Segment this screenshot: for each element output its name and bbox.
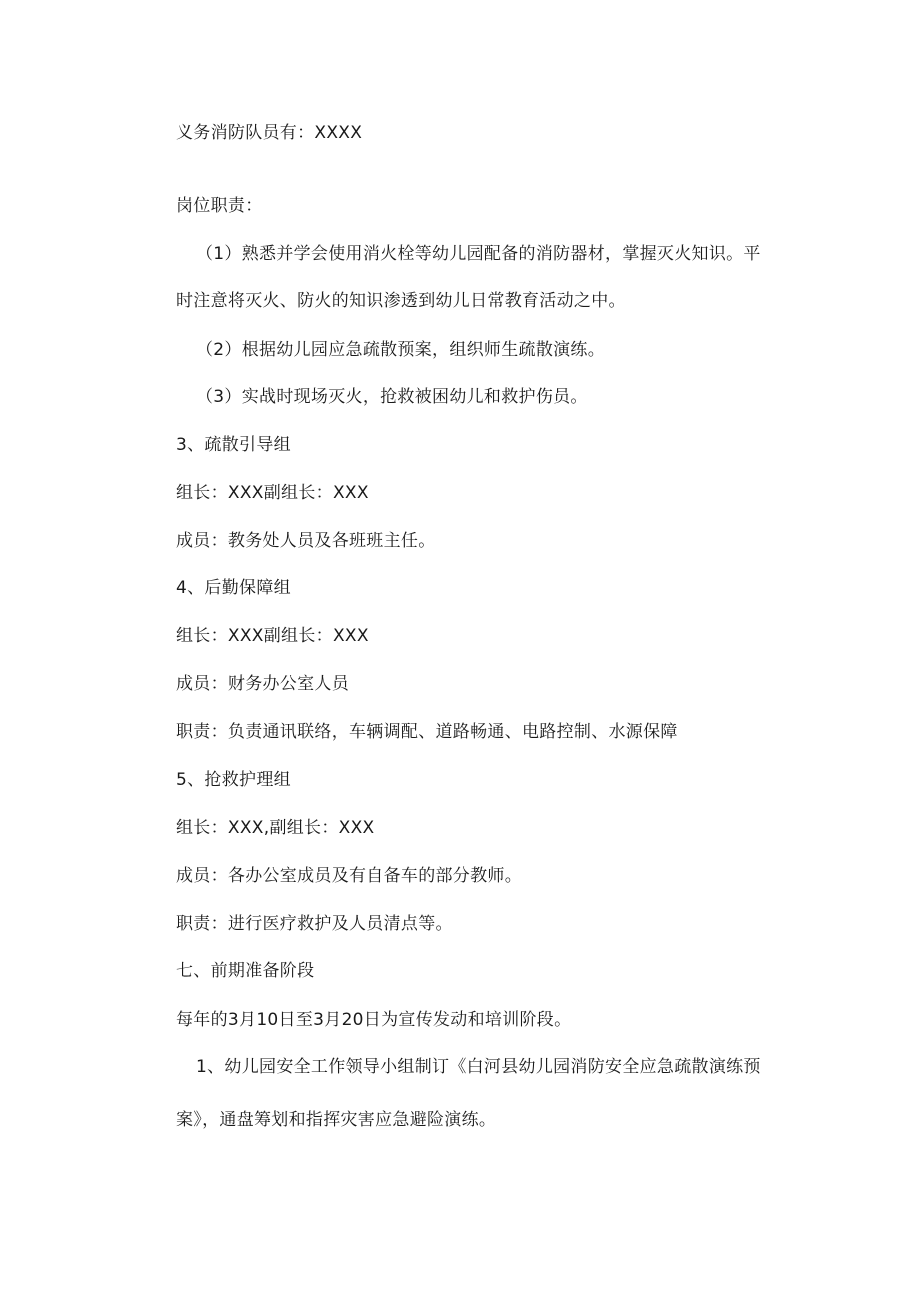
text-line-duty-1-part-2: 时注意将灭火、防火的知识渗透到幼儿日常教育活动之中。 xyxy=(176,291,626,311)
text-line-group-3-leader: 组长：XXX副组长：XXX xyxy=(176,483,369,503)
text-line-section-7-title: 七、前期准备阶段 xyxy=(176,961,315,981)
text-line-duty-2: （2）根据幼儿园应急疏散预案，组织师生疏散演练。 xyxy=(196,340,606,360)
text-line-duties-heading: 岗位职责： xyxy=(176,196,263,216)
text-line-group-4-leader: 组长：XXX副组长：XXX xyxy=(176,626,369,646)
text-line-group-5-members: 成员：各办公室成员及有自备车的部分教师。 xyxy=(176,866,522,886)
text-line-preparation-period: 每年的3月10日至3月20日为宣传发动和培训阶段。 xyxy=(176,1010,572,1030)
text-line-group-3-members: 成员：教务处人员及各班班主任。 xyxy=(176,531,436,551)
text-line-group-5-title: 5、抢救护理组 xyxy=(176,770,291,790)
text-line-group-4-members: 成员：财务办公室人员 xyxy=(176,674,349,694)
text-line-group-3-title: 3、疏散引导组 xyxy=(176,435,291,455)
text-line-plan-item-1-part-2: 案》，通盘筹划和指挥灾害应急避险演练。 xyxy=(176,1110,497,1130)
text-line-volunteer-firefighters: 义务消防队员有：XXXX xyxy=(176,123,363,143)
text-line-duty-3: （3）实战时现场灭火，抢救被困幼儿和救护伤员。 xyxy=(196,387,588,407)
text-line-group-4-duties: 职责：负责通讯联络，车辆调配、道路畅通、电路控制、水源保障 xyxy=(176,722,678,742)
text-line-group-5-duties: 职责：进行医疗救护及人员清点等。 xyxy=(176,914,453,934)
text-line-duty-1-part-1: （1）熟悉并学会使用消火栓等幼儿园配备的消防器材，掌握灭火知识。平 xyxy=(196,244,761,264)
text-line-plan-item-1-part-1: 1、幼儿园安全工作领导小组制订《白河县幼儿园消防安全应急疏散演练预 xyxy=(196,1057,761,1077)
text-line-group-5-leader: 组长：XXX,副组长：XXX xyxy=(176,818,375,838)
text-line-group-4-title: 4、后勤保障组 xyxy=(176,578,291,598)
